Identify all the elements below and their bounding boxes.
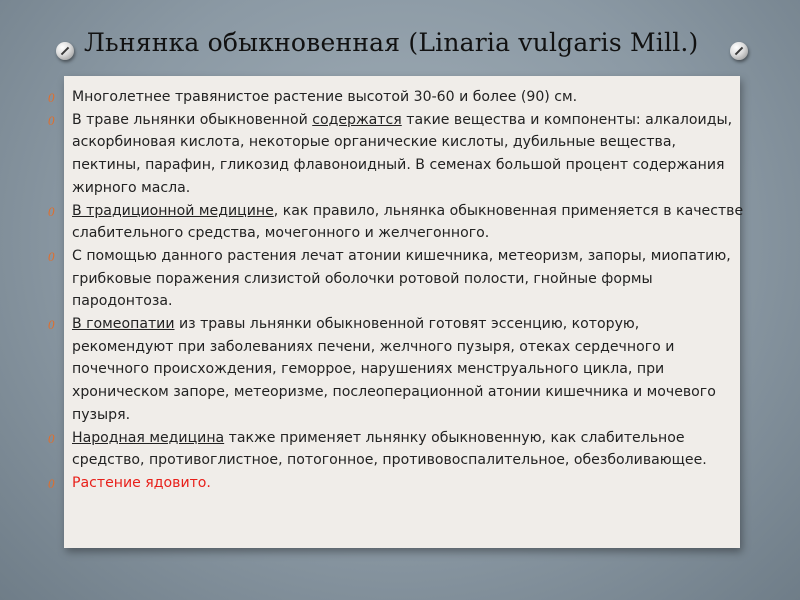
item-text: В траве льнянки обыкновенной xyxy=(72,111,313,128)
pushpin-icon xyxy=(730,42,748,60)
bullet-icon: 0 xyxy=(48,248,55,264)
list-item xyxy=(44,427,744,472)
list-item xyxy=(44,245,744,313)
bullet-icon: 0 xyxy=(48,90,55,105)
title-bar xyxy=(62,22,742,74)
warning-text: Растение ядовито. xyxy=(72,474,211,491)
list-item xyxy=(44,86,744,109)
bullet-icon: 0 xyxy=(48,317,55,333)
list-item xyxy=(44,109,744,200)
list-item xyxy=(44,313,744,427)
item-text: из травы льнянки обыкновенной готовят эссенцию, которую, рекомендуют при заболеваниях печени, желчного пузыря, отеках сердечного и почечного происхождения, геморрое, нарушениях менструального цикла, при хроническом запоре, метеоризме, послеоперационной атонии кишечника и мочевого пузыря. xyxy=(72,316,716,423)
slide-title: Льнянка обыкновенная (Linaria vulgaris Mill.) xyxy=(84,28,699,57)
list-item-warning xyxy=(44,472,744,495)
bullet-icon: 0 xyxy=(48,203,55,219)
link-contains[interactable]: содержатся xyxy=(312,111,402,128)
bullet-list xyxy=(44,86,744,495)
link-traditional-medicine[interactable]: В традиционной медицине xyxy=(72,202,274,219)
pushpin-icon xyxy=(56,42,74,60)
link-folk-medicine[interactable]: Народная медицина xyxy=(72,429,225,446)
list-item xyxy=(44,200,744,245)
item-text: Многолетнее травянистое растение высотой 30-60 и более (90) см. xyxy=(72,89,578,105)
bullet-icon: 0 xyxy=(48,475,55,491)
item-text: такие вещества и компоненты: алкалоиды, аскорбиновая кислота, некоторые органические кислоты, дубильные вещества, пектины, парафин, гликозид флавоноидный. В семенах большой процент содержания жирного масла. xyxy=(72,111,733,196)
item-text: , как правило, льнянка обыкновенная применяется в качестве слабительного средства, мочегонного и желчегонного. xyxy=(72,202,744,242)
item-text: также применяет льнянку обыкновенную, как слабительное средство, противоглистное, потогонное, противовоспалительное, обезболивающее. xyxy=(72,429,707,469)
item-text: С помощью данного растения лечат атонии кишечника, метеоризм, запоры, миопатию, грибковые поражения слизистой оболочки ротовой полости, гнойные формы пародонтоза. xyxy=(72,247,731,310)
link-homeopathy[interactable]: В гомеопатии xyxy=(72,316,175,333)
bullet-icon: 0 xyxy=(48,112,55,128)
bullet-icon: 0 xyxy=(48,430,55,446)
